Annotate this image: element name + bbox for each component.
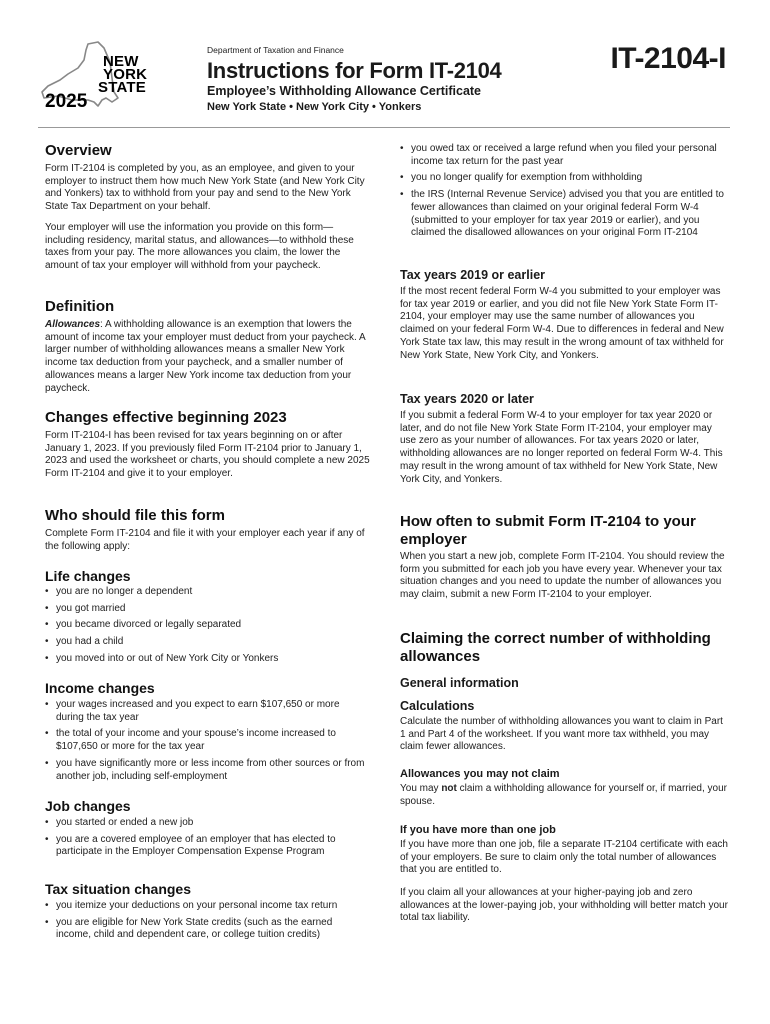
- calculations-paragraph: Calculate the number of withholding allowances you want to claim in Part 1 and Part 4 of the worksheet. If you want more tax withheld, you may claim fewer allowances.: [400, 716, 723, 753]
- more-than-one-job-paragraph-2: If you claim all your allowances at your higher-paying job and zero allowances at the lower-paying job, your withholding will better match your total tax liability.: [400, 887, 728, 924]
- life-changes-list: [45, 586, 370, 666]
- definition-term: Allowances: [45, 319, 101, 330]
- job-changes-heading: Job changes: [45, 798, 131, 814]
- tax-situation-list: [45, 900, 370, 942]
- allowances-not-claim-heading: Allowances you may not claim: [400, 768, 560, 780]
- document-header: [0, 0, 770, 130]
- list-item: • you moved into or out of New York City or Yonkers: [45, 653, 370, 666]
- not-claim-text-post: claim a withholding allowance for yourself or, if married, your spouse.: [400, 783, 727, 807]
- list-item: • you owed tax or received a large refund when you filed your personal income tax return for the past year: [400, 143, 725, 168]
- more-than-one-job-heading: If you have more than one job: [400, 824, 556, 836]
- list-item: • you are a covered employee of an employer that has elected to participate in the Employer Compensation Expense Program: [45, 834, 370, 859]
- job-changes-list: [45, 817, 370, 859]
- logo-text-new: NEW: [103, 53, 139, 70]
- document-title: Instructions for Form IT-2104: [207, 58, 502, 83]
- list-item: • you itemize your deductions on your personal income tax return: [45, 900, 370, 913]
- overview-heading: Overview: [45, 142, 112, 159]
- income-changes-heading: Income changes: [45, 680, 155, 696]
- changes-heading: Changes effective beginning 2023: [45, 409, 287, 426]
- not-claim-emphasis: not: [441, 783, 457, 794]
- income-changes-list: [45, 699, 370, 783]
- overview-paragraph-1: Form IT-2104 is completed by you, as an employee, and given to your employer to instruct them how much New York State (and New York City and Yonkers) tax to withhold from your pay and send to the New York State Tax Department on your behalf.: [45, 163, 365, 213]
- new-york-state-logo: [38, 40, 158, 115]
- tax-years-2019-paragraph: If the most recent federal Form W-4 you submitted to your employer was for tax year 2019 or earlier, and you did not file New York State Form IT-2104, your employer may use the same number of allowances you claimed on your federal Form W-4. Due to differences in federal and New York State tax law, this may result in the wrong amount of tax withheld for New York State, New York City, and Yonkers.: [400, 286, 724, 361]
- jurisdictions-line: New York State • New York City • Yonkers: [207, 101, 422, 113]
- logo-text-york: YORK: [103, 66, 148, 83]
- tax-situation-heading: Tax situation changes: [45, 881, 191, 897]
- more-than-one-job-paragraph-1: If you have more than one job, file a separate IT-2104 certificate with each of your employers. Be sure to claim only the total number of allowances that you are entitled to.: [400, 839, 728, 876]
- definition-paragraph: [45, 319, 370, 395]
- tax-years-2020-heading: Tax years 2020 or later: [400, 392, 534, 406]
- changes-paragraph: Form IT-2104-I has been revised for tax years beginning on or after January 1, 2023. If you previously filed Form IT-2104 prior to January 1, 2023 and used the worksheet or charts, you should complete a new 2025 Form IT-2104 and give it to your employer.: [45, 430, 370, 480]
- filing-conditions-list: [400, 143, 725, 240]
- overview-paragraph-2: Your employer will use the information you provide on this form—including residency, marital status, and allowances—to withhold these taxes from your pay. The more allowances you claim, the lower the amount of tax your employer will withhold from your paycheck.: [45, 222, 354, 272]
- not-claim-text-pre: You may: [400, 783, 442, 794]
- list-item: • your wages increased and you expect to earn $107,650 or more during the tax year: [45, 699, 370, 724]
- life-changes-heading: Life changes: [45, 568, 131, 584]
- list-item: • you no longer qualify for exemption from withholding: [400, 172, 725, 185]
- claiming-heading: Claiming the correct number of withholding allowances: [400, 630, 711, 665]
- header-divider: [38, 127, 730, 128]
- list-item: • you started or ended a new job: [45, 817, 370, 830]
- list-item: • you are eligible for New York State credits (such as the earned income, child and dependent care, or college tuition credits): [45, 917, 370, 942]
- list-item: • the total of your income and your spouse’s income increased to $107,650 or more for the tax year: [45, 728, 370, 753]
- tax-years-2020-paragraph: If you submit a federal Form W-4 to your employer for tax year 2020 or later, and do not file New York State Form IT-2104, your employer may use zero as your number of allowances. For tax years 2020 or later, withholding allowances are no longer reported on federal Form W-4. This may result in the wrong amount of tax withheld for New York State, New York City, and Yonkers.: [400, 410, 723, 485]
- list-item: • the IRS (Internal Revenue Service) advised you that you are entitled to fewer allowances than claimed on your original federal Form W-4 (submitted to your employer for tax year 2019 or earlier), and you claimed the disallowed allowances on your original Form IT-2104: [400, 189, 725, 240]
- list-item: • you had a child: [45, 636, 370, 649]
- how-often-paragraph: When you start a new job, complete Form IT-2104. You should review the form you submitted for each job you have every year. Whenever your tax situation changes and you need to update the number of allowances you may claim, submit a new Form IT-2104 to your employer.: [400, 551, 725, 601]
- list-item: • you have significantly more or less income from other sources or from another job, including self-employment: [45, 758, 370, 783]
- document-subtitle: Employee’s Withholding Allowance Certificate: [207, 84, 482, 98]
- logo-text-state: STATE: [98, 79, 146, 96]
- allowances-not-claim-paragraph: [400, 783, 728, 808]
- definition-text: : A withholding allowance is an exemption that lowers the amount of income tax your employer must deduct from your paycheck. A larger number of withholding allowances means a smaller New York income tax deduction from your paycheck, and a smaller number of allowances means a larger New York income tax deduction from your paycheck.: [45, 319, 366, 394]
- list-item: • you got married: [45, 603, 370, 616]
- tax-year: 2025: [45, 91, 88, 112]
- how-often-heading: How often to submit Form IT-2104 to your employer: [400, 513, 696, 548]
- list-item: • you became divorced or legally separated: [45, 619, 370, 632]
- general-information-heading: General information: [400, 676, 519, 690]
- definition-heading: Definition: [45, 298, 115, 315]
- list-item: • you are no longer a dependent: [45, 586, 370, 599]
- who-should-file-paragraph: Complete Form IT-2104 and file it with your employer each year if any of the following apply:: [45, 528, 365, 552]
- calculations-heading: Calculations: [400, 699, 475, 713]
- form-number: IT-2104-I: [610, 42, 726, 75]
- department-name: Department of Taxation and Finance: [207, 45, 344, 55]
- who-should-file-heading: Who should file this form: [45, 507, 225, 524]
- tax-years-2019-heading: Tax years 2019 or earlier: [400, 268, 546, 282]
